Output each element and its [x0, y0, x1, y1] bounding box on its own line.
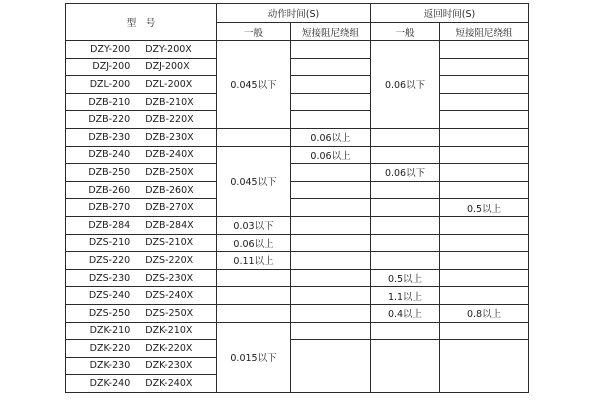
- return_general-cell: 0.06以下: [371, 164, 440, 182]
- return_damp-cell: [440, 340, 529, 393]
- model-pair: [66, 202, 216, 213]
- model-name: DZS-210: [88, 237, 131, 249]
- table-row: [66, 164, 529, 182]
- model-name-x: DZK-240X: [145, 378, 193, 390]
- table-row: [66, 252, 529, 270]
- model-pair: [66, 132, 216, 143]
- model-name-x: DZL-200X: [145, 78, 193, 90]
- model-name: DZB-220: [88, 114, 131, 126]
- model-pair: [66, 237, 216, 248]
- table-row: [66, 216, 529, 234]
- action-damp-winding-header: 短接阻尼绕组: [291, 23, 371, 41]
- action_damp-cell: [291, 58, 371, 76]
- return_general-cell: [371, 199, 440, 217]
- model-name: DZK-210: [89, 325, 131, 337]
- action_general-cell: 0.045以下: [217, 146, 291, 216]
- model-cell: [66, 76, 217, 94]
- model-name: DZB-210: [88, 96, 131, 108]
- model-cell: [66, 375, 217, 393]
- return_damp-cell: [440, 269, 529, 287]
- action_damp-cell: [291, 93, 371, 111]
- return_damp-cell: [440, 234, 529, 252]
- model-name-x: DZJ-200X: [145, 61, 190, 73]
- action_general-cell: 0.11以上: [217, 252, 291, 270]
- return_damp-cell: [440, 146, 529, 164]
- table-body: [66, 41, 529, 393]
- action_damp-cell: [291, 304, 371, 322]
- table-row: [66, 199, 529, 217]
- model-cell: [66, 58, 217, 76]
- action_damp-cell: [291, 199, 371, 217]
- model-cell: [66, 322, 217, 340]
- action_damp-cell: [291, 234, 371, 252]
- return-damp-winding-header: 短接阻尼绕组: [440, 23, 529, 41]
- model-pair: [66, 255, 216, 266]
- model-cell: [66, 93, 217, 111]
- return_general-cell: [371, 252, 440, 270]
- model-cell: [66, 340, 217, 358]
- model-name: DZY-200: [90, 43, 131, 55]
- model-pair: [66, 290, 216, 301]
- model-pair: [66, 61, 216, 72]
- model-name: DZB-240: [88, 149, 131, 161]
- table-row: [66, 146, 529, 164]
- model-name-x: DZS-210X: [145, 237, 194, 249]
- return_general-cell: 0.06以下: [371, 41, 440, 129]
- model-name: DZB-250: [88, 166, 131, 178]
- return_general-cell: 0.4以上: [371, 304, 440, 322]
- return_damp-cell: 0.8以上: [440, 304, 529, 322]
- action_damp-cell: [291, 340, 371, 393]
- model-pair: [66, 343, 216, 354]
- action_general-cell: 0.015以下: [217, 322, 291, 392]
- action_damp-cell: 0.06以上: [291, 128, 371, 146]
- table-row: [66, 181, 529, 199]
- return_damp-cell: [440, 181, 529, 199]
- model-name-x: DZB-240X: [145, 149, 194, 161]
- model-name-x: DZK-230X: [145, 360, 193, 372]
- action_general-cell: 0.03以下: [217, 216, 291, 234]
- relay-spec-table: [65, 3, 529, 393]
- action_general-cell: [217, 287, 291, 305]
- model-header: 型 号: [66, 4, 217, 41]
- model-cell: [66, 181, 217, 199]
- action-time-header: 动作时间(S): [217, 4, 371, 23]
- return_damp-cell: 0.5以上: [440, 199, 529, 217]
- model-cell: [66, 234, 217, 252]
- table-row: [66, 304, 529, 322]
- return_damp-cell: [440, 164, 529, 182]
- table-row: [66, 234, 529, 252]
- model-name-x: DZB-250X: [145, 166, 194, 178]
- model-name-x: DZY-200X: [145, 43, 192, 55]
- model-name: DZL-200: [89, 78, 131, 90]
- return_damp-cell: [440, 111, 529, 129]
- action_damp-cell: [291, 181, 371, 199]
- model-cell: [66, 146, 217, 164]
- action_general-cell: [217, 128, 291, 146]
- model-cell: [66, 111, 217, 129]
- model-cell: [66, 357, 217, 375]
- model-pair: [66, 79, 216, 90]
- model-name: DZJ-200: [92, 61, 131, 73]
- model-name: DZB-270: [88, 202, 131, 214]
- return_general-cell: [371, 234, 440, 252]
- model-name: DZS-240: [88, 290, 131, 302]
- table-row: [66, 76, 529, 94]
- return-time-header: 返回时间(S): [371, 4, 529, 23]
- model-cell: [66, 164, 217, 182]
- return_general-cell: 0.5以上: [371, 269, 440, 287]
- model-name-x: DZS-220X: [145, 254, 194, 266]
- return_damp-cell: [440, 128, 529, 146]
- model-name: DZS-250: [88, 307, 131, 319]
- model-cell: [66, 269, 217, 287]
- model-cell: [66, 216, 217, 234]
- model-name-x: DZB-220X: [145, 114, 194, 126]
- return_damp-cell: [440, 41, 529, 59]
- action_damp-cell: [291, 252, 371, 270]
- model-name-x: DZB-230X: [145, 131, 194, 143]
- return_damp-cell: [440, 252, 529, 270]
- return_general-cell: [371, 146, 440, 164]
- model-pair: [66, 360, 216, 371]
- model-pair: [66, 220, 216, 231]
- table-row: [66, 322, 529, 340]
- model-pair: [66, 114, 216, 125]
- model-name: DZK-220: [89, 342, 131, 354]
- model-name-x: DZB-260X: [145, 184, 194, 196]
- model-name: DZK-240: [89, 378, 131, 390]
- return_damp-cell: [440, 58, 529, 76]
- model-name-x: DZK-210X: [145, 325, 193, 337]
- table-header: [66, 4, 529, 41]
- action_damp-cell: [291, 41, 371, 59]
- action_damp-cell: [291, 164, 371, 182]
- model-name: DZB-284: [88, 219, 131, 231]
- model-cell: [66, 41, 217, 59]
- header-row-1: [66, 4, 529, 23]
- action_damp-cell: [291, 269, 371, 287]
- model-pair: [66, 308, 216, 319]
- return-general-header: 一般: [371, 23, 440, 41]
- model-name: DZB-260: [88, 184, 131, 196]
- table-row: [66, 93, 529, 111]
- model-name-x: DZB-270X: [145, 202, 194, 214]
- action_damp-cell: [291, 216, 371, 234]
- return_damp-cell: [440, 76, 529, 94]
- table-row: [66, 58, 529, 76]
- return_damp-cell: [440, 322, 529, 340]
- model-cell: [66, 304, 217, 322]
- action_general-cell: [217, 269, 291, 287]
- table-row: [66, 41, 529, 59]
- table-row: [66, 287, 529, 305]
- return_damp-cell: [440, 93, 529, 111]
- return_general-cell: [371, 322, 440, 340]
- model-cell: [66, 252, 217, 270]
- model-pair: [66, 167, 216, 178]
- model-cell: [66, 199, 217, 217]
- model-pair: [66, 378, 216, 389]
- model-cell: [66, 128, 217, 146]
- action_general-cell: [217, 304, 291, 322]
- model-pair: [66, 149, 216, 160]
- return_general-cell: [371, 340, 440, 393]
- table-row: [66, 340, 529, 358]
- model-name: DZB-230: [88, 131, 131, 143]
- model-name-x: DZS-230X: [145, 272, 194, 284]
- model-name: DZS-230: [88, 272, 131, 284]
- return_damp-cell: [440, 216, 529, 234]
- action_damp-cell: [291, 322, 371, 340]
- model-name-x: DZS-240X: [145, 290, 194, 302]
- action_general-cell: 0.045以下: [217, 41, 291, 129]
- return_general-cell: 1.1以上: [371, 287, 440, 305]
- action-general-header: 一般: [217, 23, 291, 41]
- table-row: [66, 111, 529, 129]
- action_damp-cell: [291, 287, 371, 305]
- model-cell: [66, 287, 217, 305]
- return_general-cell: [371, 181, 440, 199]
- return_damp-cell: [440, 287, 529, 305]
- model-pair: [66, 273, 216, 284]
- model-name-x: DZB-210X: [145, 96, 194, 108]
- action_general-cell: 0.06以上: [217, 234, 291, 252]
- model-name: DZK-230: [89, 360, 131, 372]
- model-name-x: DZS-250X: [145, 307, 194, 319]
- model-name: DZS-220: [88, 254, 131, 266]
- table-row: [66, 128, 529, 146]
- return_general-cell: [371, 128, 440, 146]
- model-pair: [66, 325, 216, 336]
- action_damp-cell: [291, 111, 371, 129]
- action_damp-cell: 0.06以上: [291, 146, 371, 164]
- model-name-x: DZB-284X: [145, 219, 194, 231]
- table-row: [66, 269, 529, 287]
- model-name-x: DZK-220X: [145, 342, 193, 354]
- model-pair: [66, 185, 216, 196]
- model-pair: [66, 44, 216, 55]
- return_general-cell: [371, 216, 440, 234]
- action_damp-cell: [291, 76, 371, 94]
- model-pair: [66, 97, 216, 108]
